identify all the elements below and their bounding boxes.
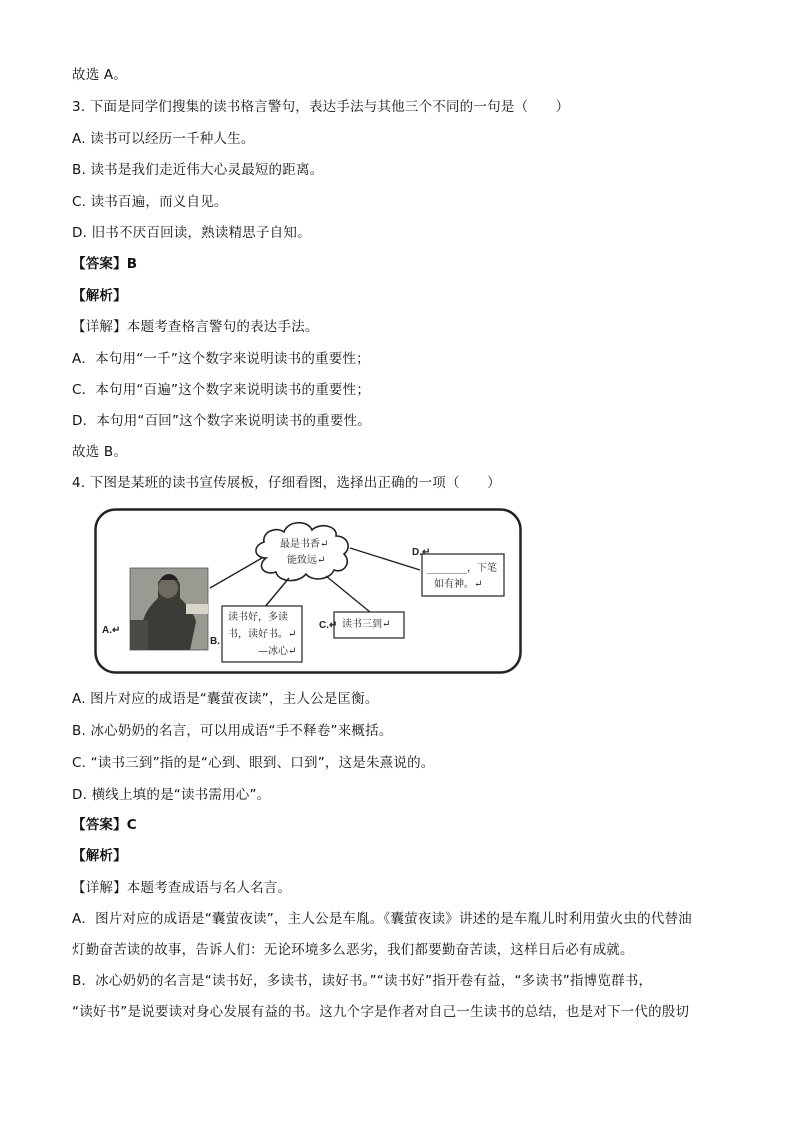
explanation-line: A．本句用“一千”这个数字来说明读书的重要性； <box>72 351 370 367</box>
option-d: D. 横线上填的是“读书需用心”。 <box>72 787 271 803</box>
analysis-label: 【解析】 <box>72 848 127 864</box>
explanation-line: “读好书”是说要读对身心发展有益的书。这九个字是作者对自己一生读书的总结，也是对下一代的殷切 <box>72 1004 690 1020</box>
explanation-line: 灯勤奋苦读的故事，告诉人们：无论环境多么恶劣，我们都要勤奋苦读，这样日后必有成就。 <box>72 942 634 958</box>
label-a: A.↵ <box>102 625 121 636</box>
analysis-label: 【解析】 <box>72 288 127 304</box>
cloud-text-line2: 能致远↵ <box>287 555 326 566</box>
question-4: 4. 下图是某班的读书宣传展板，仔细看图，选择出正确的一项（ ） <box>72 475 501 491</box>
option-b: B. 冰心奶奶的名言，可以用成语“手不释卷”来概括。 <box>72 723 393 739</box>
option-c: C. “读书三到”指的是“心到、眼到、口到”，这是朱熹说的。 <box>72 755 435 771</box>
explanation-line: 【详解】本题考查格言警句的表达手法。 <box>72 319 319 335</box>
answer-label: 【答案】C <box>72 817 137 833</box>
explanation-line: A．图片对应的成语是“囊萤夜读”，主人公是车胤。《囊萤夜读》讲述的是车胤儿时利用萤火虫的代替油 <box>72 911 692 927</box>
explanation-line: 【详解】本题考查成语与名人名言。 <box>72 880 292 896</box>
option-b: B. 读书是我们走近伟大心灵最短的距离。 <box>72 162 324 178</box>
option-a: A. 读书可以经历一千种人生。 <box>72 131 255 147</box>
box-b-line1: 读书好，多读 <box>228 612 288 623</box>
box-d-line1: ________，下笔 <box>427 563 497 574</box>
box-b-line3: —冰心↵ <box>258 646 297 657</box>
text-line: 故选 A。 <box>72 67 128 83</box>
label-c: C.↵ <box>319 620 338 631</box>
text-line: 故选 B。 <box>72 444 128 460</box>
explanation-line: D．本句用“百回”这个数字来说明读书的重要性。 <box>72 413 371 429</box>
reading-poster-diagram <box>94 508 522 674</box>
explanation-line: C．本句用“百遍”这个数字来说明读书的重要性； <box>72 382 371 398</box>
box-c-text: 读书三到↵ <box>342 619 391 630</box>
option-a: A. 图片对应的成语是“囊萤夜读”，主人公是匡衡。 <box>72 691 379 707</box>
option-d: D. 旧书不厌百回读，熟读精思子自知。 <box>72 225 311 241</box>
option-c: C. 读书百遍，而义自见。 <box>72 194 228 210</box>
question-3: 3. 下面是同学们搜集的读书格言警句，表达手法与其他三个不同的一句是（ ） <box>72 99 570 115</box>
label-b: B. <box>210 636 220 647</box>
cloud-text-line1: 最是书香↵ <box>280 539 329 550</box>
box-d-line2: 如有神。↵ <box>434 579 483 590</box>
label-d: D.↵ <box>412 547 431 558</box>
box-b-line2: 书，读好书。↵ <box>228 629 297 640</box>
answer-label: 【答案】B <box>72 256 138 272</box>
explanation-line: B．冰心奶奶的名言是“读书好，多读书，读好书。”“读书好”指开卷有益，“多读书”指博览群书， <box>72 973 653 989</box>
